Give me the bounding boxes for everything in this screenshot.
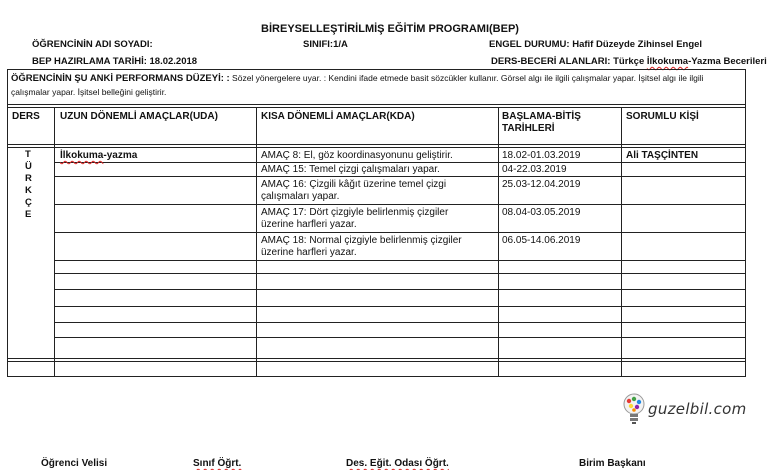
kda-dates: 08.04-03.05.2019 (502, 207, 581, 218)
performance-text-1: Sözel yönergelere uyar. : Kendini ifade etmede basit sözcükler kullanır. Görsel algı ile ilgili çalışmalar yapar. İşitsel algı ile ilgili (229, 73, 704, 83)
kda-dates: 04-22.03.2019 (502, 164, 567, 175)
bep-date-label: BEP HAZIRLAMA TARİHİ: 18.02.2018 (32, 56, 198, 67)
lightbulb-icon (622, 393, 646, 430)
header-dates: BAŞLAMA-BİTİŞ TARİHLERİ (502, 111, 581, 134)
class-label: SINIFI:1/A (303, 39, 348, 50)
kda-row: AMAÇ 17: Dört çizgiyle belirlenmiş çizgiler üzerine harfleri yazar. (261, 207, 449, 230)
subject-letter: R (25, 173, 32, 184)
kda-dates: 25.03-12.04.2019 (502, 179, 581, 190)
subject-letter: K (25, 185, 32, 196)
performance-label: ÖĞRENCİNİN ŞU ANKİ PERFORMANS DÜZEYİ: : (11, 73, 230, 84)
header-responsible: SORUMLU KİŞİ (626, 111, 699, 122)
logo-text: guzelbil.com (648, 400, 747, 418)
performance-line-1 (11, 73, 704, 84)
header-uda: UZUN DÖNEMLİ AMAÇLAR(UDA) (60, 111, 218, 122)
subject-letter: Ü (25, 161, 32, 172)
subject-letter: Ç (25, 197, 32, 208)
header-ders: DERS (12, 111, 40, 122)
kda-row: AMAÇ 16: Çizgili kâğıt üzerine temel çizgi çalışmaları yapar. (261, 179, 447, 202)
subject-letter: E (25, 209, 32, 220)
disability-label: ENGEL DURUMU: Hafif Düzeyde Zihinsel Engel (489, 39, 703, 50)
header-kda: KISA DÖNEMLİ AMAÇLAR(KDA) (261, 111, 415, 122)
kda-dates: 06.05-14.06.2019 (502, 235, 581, 246)
uda-text: İlkokuma-yazma (60, 150, 138, 161)
signature-parent: Öğrenci Velisi (41, 458, 108, 469)
kda-dates: 18.02-01.03.2019 (502, 150, 581, 161)
student-name-label: ÖĞRENCİNİN ADI SOYADI: (32, 39, 153, 50)
performance-text-2: çalışmalar yapar. İşitsel belleğini geliştirir. (11, 87, 167, 97)
kda-row: AMAÇ 18: Normal çizgiyle belirlenmiş çizgiler üzerine harfleri yazar. (261, 235, 462, 258)
document-title: BİREYSELLEŞTİRİLMİŞ EĞİTİM PROGRAMI(BEP) (261, 23, 519, 35)
kda-row: AMAÇ 15: Temel çizgi çalışmaları yapar. (261, 164, 440, 175)
kda-row: AMAÇ 8: El, göz koordinasyonunu geliştirir. (261, 150, 453, 161)
signature-class-teacher: Sınıf Öğrt. (193, 458, 242, 469)
subject-letter: T (25, 149, 31, 160)
responsible-person: Ali TAŞÇİNTEN (626, 150, 699, 161)
signature-head: Birim Başkanı (579, 458, 646, 469)
signature-guidance-teacher: Des. Eğit. Odası Öğrt. (346, 458, 449, 469)
skill-areas-label: DERS-BECERİ ALANLARI: Türkçe İlkokuma-Yazma Becerileri (491, 56, 767, 67)
